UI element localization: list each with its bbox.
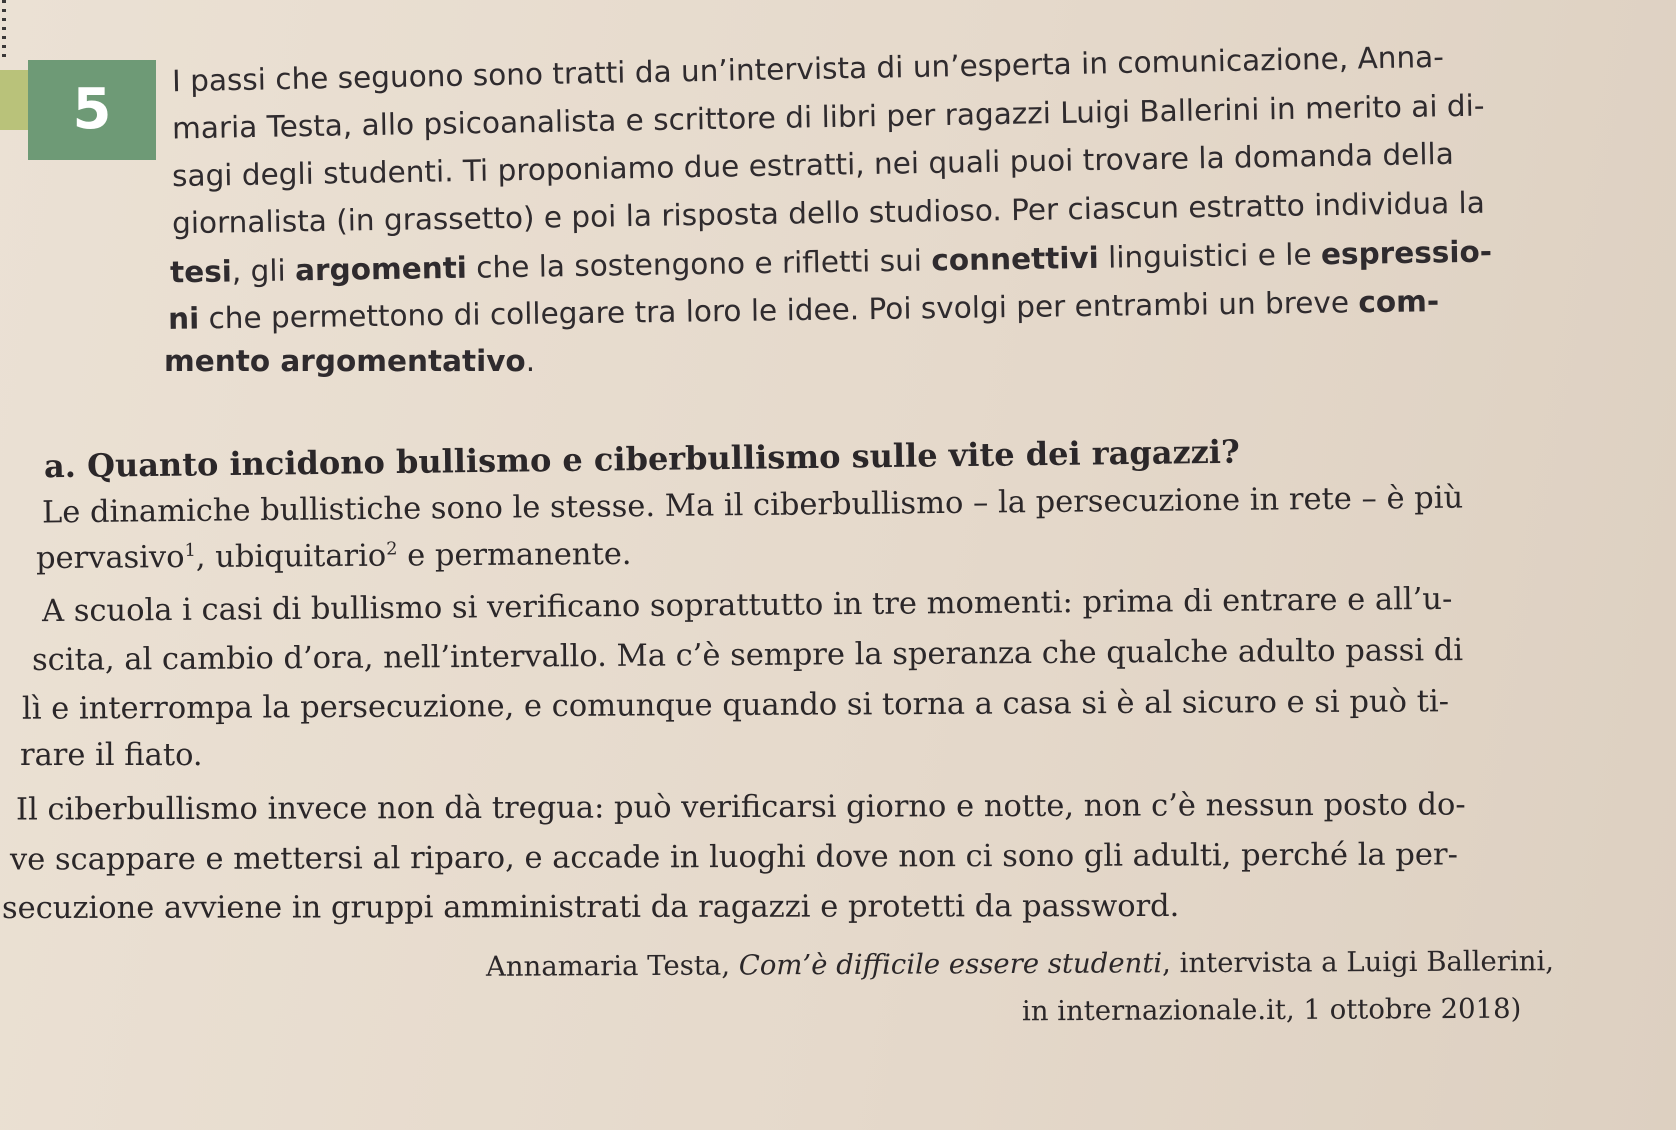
answer-line: ve scappare e mettersi al riparo, e accade in luoghi dove non ci sono gli adulti, perché la per- [9, 837, 1458, 878]
instruction-line: mento argomentativo. [164, 344, 536, 378]
answer-line: rare il fiato. [20, 738, 203, 773]
answer-line: Il ciberbullismo invece non dà tregua: può verificarsi giorno e notte, non c’è nessun posto do- [15, 787, 1466, 828]
answer-line: pervasivo$^1$, ubiquitario$^2$ e permanente. [35, 536, 632, 577]
answer-line: secuzione avviene in gruppi amministrati da ragazzi e protetti da password. [1, 888, 1180, 927]
instruction-line: sagi degli studenti. Ti proponiamo due estratti, nei quali puoi trovare la domanda della [171, 136, 1455, 194]
answer-line: scita, al cambio d’ora, nell’intervallo. Ma c’è sempre la speranza che qualche adulto passi di [31, 633, 1464, 678]
instruction-line: ni che permettono di collegare tra loro le idee. Poi svolgi per entrambi un breve com- [167, 284, 1440, 336]
instruction-line: giornalista (in grassetto) e poi la risposta dello studioso. Per ciascun estratto individua la [171, 185, 1486, 241]
keyword-espressioni: espressio- [1320, 234, 1493, 272]
binding-dots [2, 0, 6, 60]
instruction-line: maria Testa, allo psicoanalista e scrittore di libri per ragazzi Luigi Ballerini in merito ai di- [171, 88, 1485, 146]
instruction-line: tesi, gli argomenti che la sostengono e rifletti sui connettivi linguistici e le espressio- [169, 234, 1493, 290]
keyword-commento: com- [1358, 284, 1440, 320]
source-citation: Annamaria Testa, Com’è difficile essere studenti, intervista a Luigi Ballerini, [485, 945, 1555, 983]
keyword-connettivi: connettivi [931, 240, 1099, 278]
keyword-argomenti: argomenti [294, 250, 468, 288]
footnote-mark: 2 [386, 539, 398, 560]
source-citation-line2: in internazionale.it, 1 ottobre 2018) [1021, 992, 1522, 1028]
keyword-tesi: tesi [169, 254, 233, 290]
answer-line: Le dinamiche bullistiche sono le stesse. Ma il ciberbullismo – la persecuzione in rete – è più [41, 480, 1464, 531]
answer-line: A scuola i casi di bullismo si verificano soprattutto in tre momenti: prima di entrare e all’u- [41, 581, 1453, 630]
answer-line: lì e interrompa la persecuzione, e comunque quando si torna a casa si è al sicuro e si può ti- [21, 684, 1450, 727]
footnote-mark: 1 [184, 540, 196, 561]
exercise-number-badge: 5 [28, 60, 156, 160]
interview-question: a. Quanto incidono bullismo e ciberbullismo sulle vite dei ragazzi? [43, 432, 1240, 486]
source-title: Com’è difficile essere studenti [738, 947, 1163, 982]
instruction-line: I passi che seguono sono tratti da un’intervista di un’esperta in comunicazione, Anna- [171, 39, 1445, 99]
